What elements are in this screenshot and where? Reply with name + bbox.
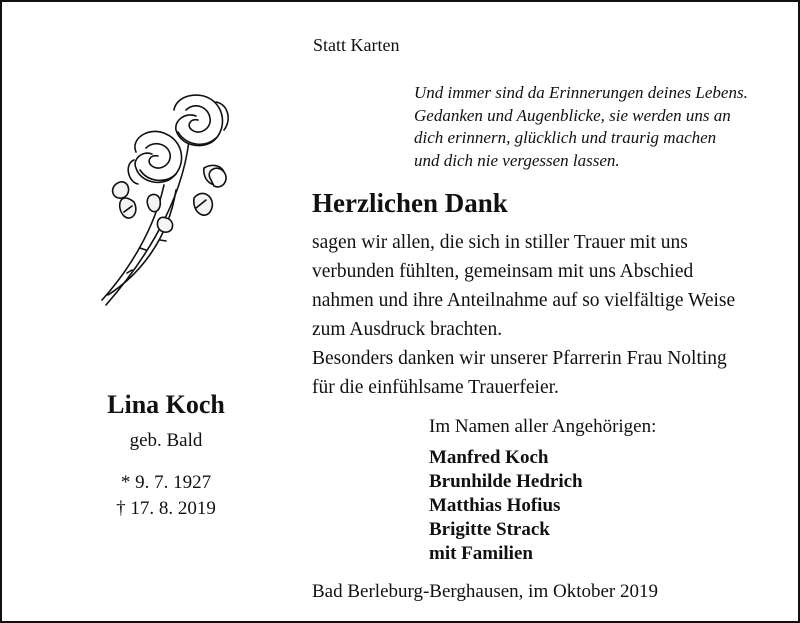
deceased-name: Lina Koch [107,390,225,419]
statt-karten-label: Statt Karten [313,35,400,55]
poem-line: dich erinnern, glücklich und traurig machen [414,128,717,147]
thanks-line: sagen wir allen, die sich in stiller Trauer mit uns [312,232,688,253]
family-intro: Im Namen aller Angehörigen: [429,416,657,437]
family-name: Brunhilde Hedrich [429,471,583,492]
life-dates [62,470,270,522]
thanks-line: verbunden fühlten, gemeinsam mit uns Abschied [312,261,694,282]
poem-line: und dich nie vergessen lassen. [414,150,620,170]
family-name: Brigitte Strack [429,519,550,540]
rose-illustration [94,90,244,315]
maiden-name: geb. Bald [129,430,203,451]
thanks-line: für die einfühlsame Trauerfeier. [312,377,559,398]
death-date: † 17. 8. 2019 [116,498,216,519]
birth-date: * 9. 7. 1927 [120,472,212,493]
thanks-line: nahmen und ihre Anteilnahme auf so vielfältige Weise [312,290,736,311]
family-name: mit Familien [429,543,533,564]
poem-line: Gedanken und Augenblicke, sie werden uns an [414,105,731,125]
family-name: Matthias Hofius [429,495,561,516]
place-and-date: Bad Berleburg-Berghausen, im Oktober 2019 [312,581,658,602]
poem-line: Und immer sind da Erinnerungen deines Lebens. [414,83,748,102]
thanks-line: Besonders danken wir unserer Pfarrerin Frau Nolting [312,348,727,369]
thanks-heading: Herzlichen Dank [312,188,508,218]
memorial-poem [414,82,794,172]
thanks-line: zum Ausdruck brachten. [312,319,503,340]
thanks-text [312,228,782,402]
family-names [429,446,583,566]
family-name: Manfred Koch [429,447,549,468]
